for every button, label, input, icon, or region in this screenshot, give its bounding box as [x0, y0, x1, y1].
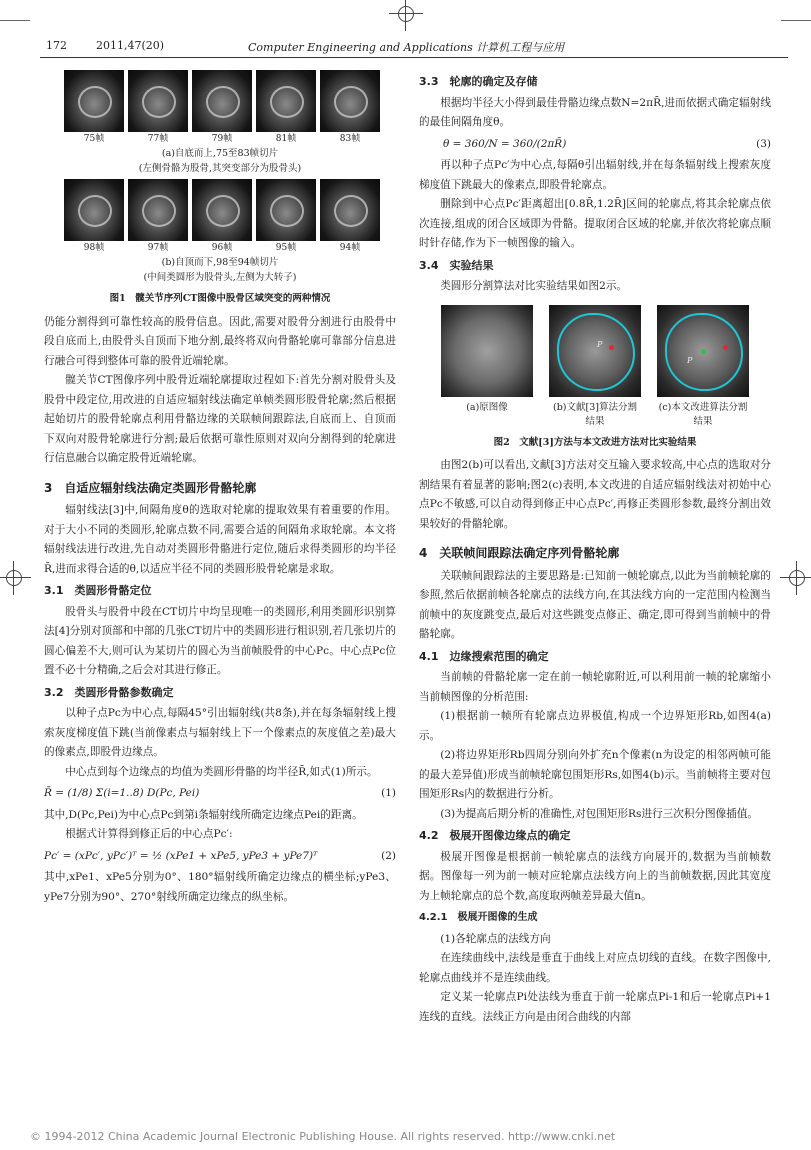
figure2-label: (a)原图像	[466, 401, 508, 413]
frame-label: 75帧	[83, 134, 105, 144]
ct-slice-image	[320, 70, 380, 132]
segmentation-result-improved	[657, 305, 749, 397]
body-paragraph: 股骨头与股骨中段在CT切片中均呈现唯一的类圆形,利用类圆形识别算法[4]分别对顶部和中部的几张CT切片中的类圆形进行粗识别,若几张切片的圆心偏差不大,则可认为某切片的圆心为当前帧股骨的中心Pc。中心点Pc位置不必十分精确,之后会对其进行修正。	[44, 605, 396, 676]
body-paragraph: 当前帧的骨骼轮廓一定在前一帧轮廓附近,可以利用前一帧的轮廓缩小当前帧图像的分析范围:	[419, 671, 771, 703]
body-paragraph: 根据均半径大小得到最佳骨骼边缘点数N=2πR̄,进而依据式确定辐射线的最佳间隔角度θ。	[419, 96, 771, 128]
ct-slice-image	[64, 179, 124, 241]
body-paragraph: 中心点到每个边缘点的均值为类圆形骨骼的均半径R̄,如式(1)所示。	[65, 765, 378, 778]
figure2-label: (c)本文改进算法分割结果	[658, 401, 748, 427]
frame-label: 95帧	[275, 243, 297, 253]
ct-slice-image	[128, 179, 188, 241]
figure2-title: 图2 文献[3]方法与本文改进方法对比实验结果	[493, 436, 697, 448]
equation-1-body: R̄ = (1/8) Σ(i=1..8) D(Pc, Pei)	[44, 787, 200, 799]
section-3-4-heading: 3.4 实验结果	[419, 258, 494, 272]
body-paragraph: 极展开图像是根据前一帧轮廓点的法线方向展开的,数据为当前帧数据。图像每一列为前一帧对应轮廓点法线方向上的当前帧数据,因此其宽度为上帧轮廓点的总个数,高度取两帧差异最大值n。	[419, 850, 771, 902]
equation-2-number: (2)	[381, 849, 396, 862]
equation-2-body: Pc′ = (xPc′, yPc′)ᵀ = ½ (xPe1 + xPe5, yPe3 + yPe7)ᵀ	[44, 849, 318, 862]
body-paragraph: 关联帧间跟踪法的主要思路是:已知前一帧轮廓点,以此为当前帧轮廓的参照,然后依据前帧各轮廓点的法线方向,在其法线方向的一定范围内检测当前帧中的灰度跳变点,最后对这些跳变点修正、确定,即可得到当前帧中的骨骼轮廓。	[419, 569, 771, 640]
frame-label: 81帧	[275, 134, 297, 144]
ct-slice-image	[128, 70, 188, 132]
body-paragraph: 其中,xPe1、xPe5分别为0°、180°辐射线所确定边缘点的横坐标;yPe3、yPe7分别为90°、270°射线所确定边缘点的纵坐标。	[44, 871, 396, 903]
body-paragraph: 其中,D(Pc,Pei)为中心点Pc到第i条辐射线所确定边缘点Pei的距离。	[44, 808, 363, 821]
frame-label: 97帧	[147, 243, 169, 253]
ct-slice-image	[192, 70, 252, 132]
center-point-label: P	[687, 355, 693, 365]
section-3-3-heading: 3.3 轮廓的确定及存储	[419, 75, 538, 88]
registration-mark-left	[3, 567, 25, 589]
equation-3-number: (3)	[756, 137, 771, 150]
equation-2	[44, 847, 396, 867]
registration-mark-top	[395, 3, 417, 25]
original-image	[441, 305, 533, 397]
registration-mark-right	[786, 567, 808, 589]
page-number: 172	[46, 39, 67, 52]
equation-3-body: θ = 360/N = 360/(2πR̄)	[443, 137, 567, 150]
section-3-heading: 3 自适应辐射线法确定类圆形骨骼轮廓	[44, 480, 257, 495]
frame-label: 83帧	[339, 134, 361, 144]
body-paragraph: 类圆形分割算法对比实验结果如图2示。	[440, 280, 628, 292]
figure2-images	[419, 305, 771, 397]
frame-label: 77帧	[147, 134, 169, 144]
body-paragraph: 仍能分割得到可靠性较高的股骨信息。因此,需要对股骨分割进行由股骨中段自底而上,由股骨头自顶而下地分割,最终将双向骨骼轮廓可靠部分信息进行融合可得到整体可靠的股骨近端轮廓。	[44, 315, 396, 367]
frame-label: 94帧	[339, 243, 361, 253]
body-paragraph: 删除到中心点Pc′距离超出[0.8R̄,1.2R̄]区间的轮廓点,将其余轮廓点依次连接,组成的闭合区域即为骨骼。提取闭合区域的轮廓,并依次将轮廓点顺时针存储,作为下一帧图像的输入。	[419, 198, 771, 249]
equation-3	[419, 135, 771, 155]
figure1-row-a	[64, 70, 396, 132]
equation-1	[44, 784, 396, 804]
ct-slice-image	[256, 179, 316, 241]
figure1-caption-a-note: (左侧骨骼为股骨,其突变部分为股骨头)	[138, 163, 302, 174]
trim-line-top-left	[0, 20, 30, 21]
equation-1-number: (1)	[381, 787, 396, 799]
journal-title: Computer Engineering and Applications 计算机工程与应用	[248, 41, 565, 54]
section-4-2-1-heading: 4.2.1 极展开图像的生成	[419, 912, 538, 923]
figure1-caption-a: (a)自底而上,75至83帧切片	[161, 148, 279, 159]
body-paragraph: 在连续曲线中,法线是垂直于曲线上对应点切线的直线。在数字图像中,轮廓点曲线并不是连续曲线。	[419, 952, 771, 984]
segmentation-result-ref3	[549, 305, 641, 397]
body-paragraph: 辐射线法[3]中,间隔角度θ的选取对轮廓的提取效果有着重要的作用。对于大小不同的类圆形,轮廓点数不同,需要合适的间隔角求取轮廓。本文将辐射线法进行改进,先自动对类圆形骨骼进行定位,随后求得类圆形的均半径R̄,进而求得合适的θ,以适应半径不同的类圆形股骨轮廓是求取。	[44, 504, 396, 575]
figure2-label: (b)文献[3]算法分割结果	[553, 401, 637, 427]
ct-slice-image	[256, 70, 316, 132]
body-paragraph: 定义某一轮廓点Pi处法线为垂直于前一轮廓点Pi-1和后一轮廓点Pi+1连线的直线。法线正方向是由闭合曲线的内部	[419, 991, 771, 1023]
section-4-heading: 4 关联帧间跟踪法确定序列骨骼轮廓	[419, 546, 620, 560]
issue-info: 2011,47(20)	[96, 39, 165, 52]
list-item: (1)根据前一帧所有轮廓点边界极值,构成一个边界矩形Rb,如图4(a)示。	[419, 710, 771, 742]
ct-slice-image	[192, 179, 252, 241]
section-4-2-heading: 4.2 极展开图像边缘点的确定	[419, 829, 571, 842]
figure1-caption-b-note: (中间类圆形为股骨头,左侧为大转子)	[143, 272, 297, 283]
left-column	[44, 70, 396, 907]
corrected-center-marker	[701, 349, 706, 354]
frame-label: 98帧	[83, 243, 105, 253]
contour-outline	[557, 313, 635, 391]
figure1-row-a-labels	[64, 132, 396, 146]
list-item: (2)将边界矩形Rb四周分别向外扩充n个像素(n为设定的相邻两帧可能的最大差异值)形成当前帧轮廓包围矩形Rs,如图4(b)示。当前帧将主要对包围矩形Rs内的数据进行分析。	[419, 749, 771, 800]
ct-slice-image	[320, 179, 380, 241]
section-3-1-heading: 3.1 类圆形骨骼定位	[44, 584, 152, 597]
section-4-1-heading: 4.1 边缘搜索范围的确定	[419, 649, 549, 663]
body-paragraph: 根据式计算得到修正后的中心点Pc′:	[65, 828, 233, 840]
figure1-row-b-labels	[64, 241, 396, 255]
body-paragraph: 由图2(b)可以看出,文献[3]方法对交互输入要求较高,中心点的选取对分割结果有着显著的影响;图2(c)表明,本文改进的自适应辐射线法对初始中心点Pc不敏感,可以自动得到修正中心点Pc′,再修正类圆形参数,最终分割出效果较好的骨骼轮廓。	[419, 459, 771, 530]
list-item: (1)各轮廓点的法线方向	[440, 932, 551, 945]
trim-line-top-right	[781, 20, 811, 21]
list-item: (3)为提高后期分析的准确性,对包围矩形Rs进行三次积分图像插值。	[440, 807, 759, 820]
copyright-footer: © 1994-2012 China Academic Journal Electronic Publishing House. All rights reserved. http://www.cnki.net	[30, 1130, 616, 1143]
figure1-title: 图1 髋关节序列CT图像中股骨区域突变的两种情况	[109, 293, 331, 304]
center-point-marker	[723, 345, 728, 350]
body-paragraph: 髋关节CT图像序列中股骨近端轮廓提取过程如下:首先分割对股骨头及股骨中段定位,用改进的自适应辐射线法确定单帧类圆形股骨轮廓;然后根据起始切片的股骨轮廓点利用骨骼边缘的关联帧间跟踪法,自底而上、自顶而下双向对股骨轮廓进行分割;最后依据可靠性原则对双向分割得到的轮廓进行信息融合以确定股骨近端轮廓。	[44, 374, 396, 464]
section-3-2-heading: 3.2 类圆形骨骼参数确定	[44, 685, 174, 699]
body-paragraph: 以种子点Pc为中心点,每隔45°引出辐射线(共8条),并在每条辐射线上搜索灰度梯度值下跳(当前像素点与辐射线上下一个像素点的灰度值之差)最大的像素点,即股骨边缘点。	[44, 707, 396, 758]
figure1-row-b	[64, 179, 396, 241]
center-point-label: P	[597, 339, 603, 349]
body-paragraph: 再以种子点Pc′为中心点,每隔θ引出辐射线,并在每条辐射线上搜索灰度梯度值下跳最大的像素点,即股骨轮廓点。	[419, 159, 771, 191]
frame-label: 96帧	[211, 243, 233, 253]
ct-slice-image	[64, 70, 124, 132]
center-point-marker	[609, 345, 614, 350]
figure2-labels	[419, 401, 771, 429]
frame-label: 79帧	[211, 134, 233, 144]
header-rule	[40, 57, 788, 58]
right-column	[419, 70, 771, 1027]
figure1-caption-b: (b)自顶而下,98至94帧切片	[161, 257, 279, 268]
